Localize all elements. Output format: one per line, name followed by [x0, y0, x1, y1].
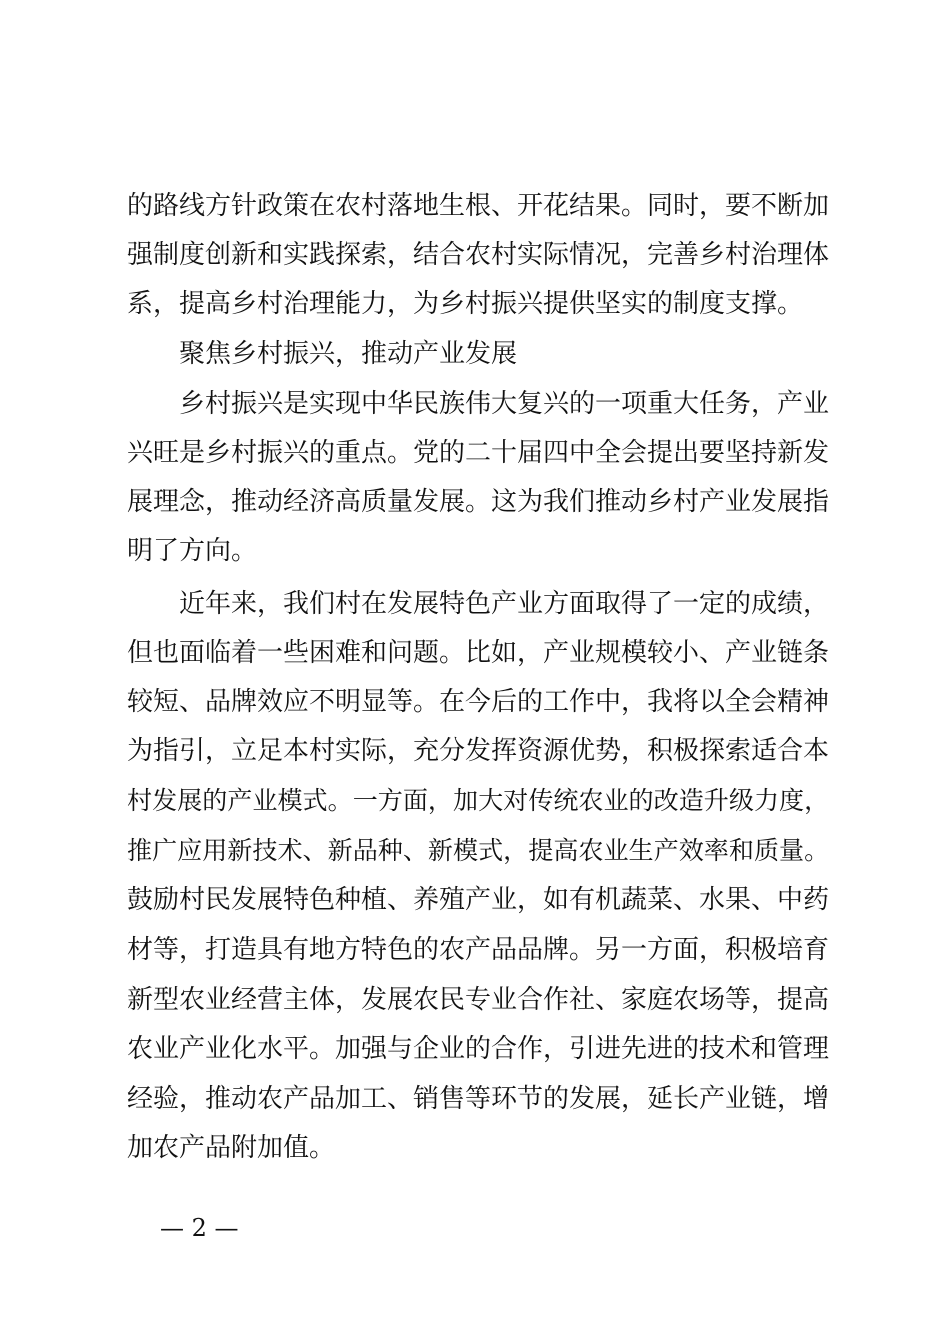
paragraph-line: 展理念，推动经济高质量发展。这为我们推动乡村产业发展指 — [127, 487, 830, 517]
paragraph-line: 强制度创新和实践探索，结合农村实际情况，完善乡村治理体 — [127, 240, 830, 270]
paragraph-line: 推广应用新技术、新品种、新模式，提高农业生产效率和质量。 — [127, 836, 830, 865]
paragraph-line: 但也面临着一些困难和问题。比如，产业规模较小、产业链条 — [127, 638, 830, 668]
paragraph-line: 乡村振兴是实现中华民族伟大复兴的一项重大任务，产业 — [179, 389, 830, 419]
section-heading: 聚焦乡村振兴，推动产业发展 — [179, 339, 518, 369]
paragraph-line: 近年来，我们村在发展特色产业方面取得了一定的成绩， — [179, 589, 830, 619]
page-number: — 2 — — [160, 1214, 239, 1242]
paragraph-line: 村发展的产业模式。一方面，加大对传统农业的改造升级力度， — [127, 786, 830, 815]
paragraph-line: 农业产业化水平。加强与企业的合作，引进先进的技术和管理 — [127, 1034, 830, 1064]
paragraph-line: 加农产品附加值。 — [127, 1133, 336, 1163]
paragraph-line: 兴旺是乡村振兴的重点。党的二十届四中全会提出要坚持新发 — [127, 438, 830, 468]
paragraph-line: 新型农业经营主体，发展农民专业合作社、家庭农场等，提高 — [127, 985, 830, 1015]
paragraph-line: 明了方向。 — [127, 536, 258, 566]
paragraph-line: 经验，推动农产品加工、销售等环节的发展，延长产业链，增 — [127, 1084, 830, 1114]
paragraph-line: 材等，打造具有地方特色的农产品品牌。另一方面，积极培育 — [127, 935, 830, 965]
paragraph-line: 较短、品牌效应不明显等。在今后的工作中，我将以全会精神 — [127, 687, 830, 717]
paragraph-line: 系，提高乡村治理能力，为乡村振兴提供坚实的制度支撑。 — [127, 289, 804, 319]
paragraph-line: 的路线方针政策在农村落地生根、开花结果。同时，要不断加 — [127, 191, 830, 221]
paragraph-line: 鼓励村民发展特色种植、养殖产业，如有机蔬菜、水果、中药 — [127, 885, 830, 915]
paragraph-line: 为指引，立足本村实际，充分发挥资源优势，积极探索适合本 — [127, 736, 830, 766]
